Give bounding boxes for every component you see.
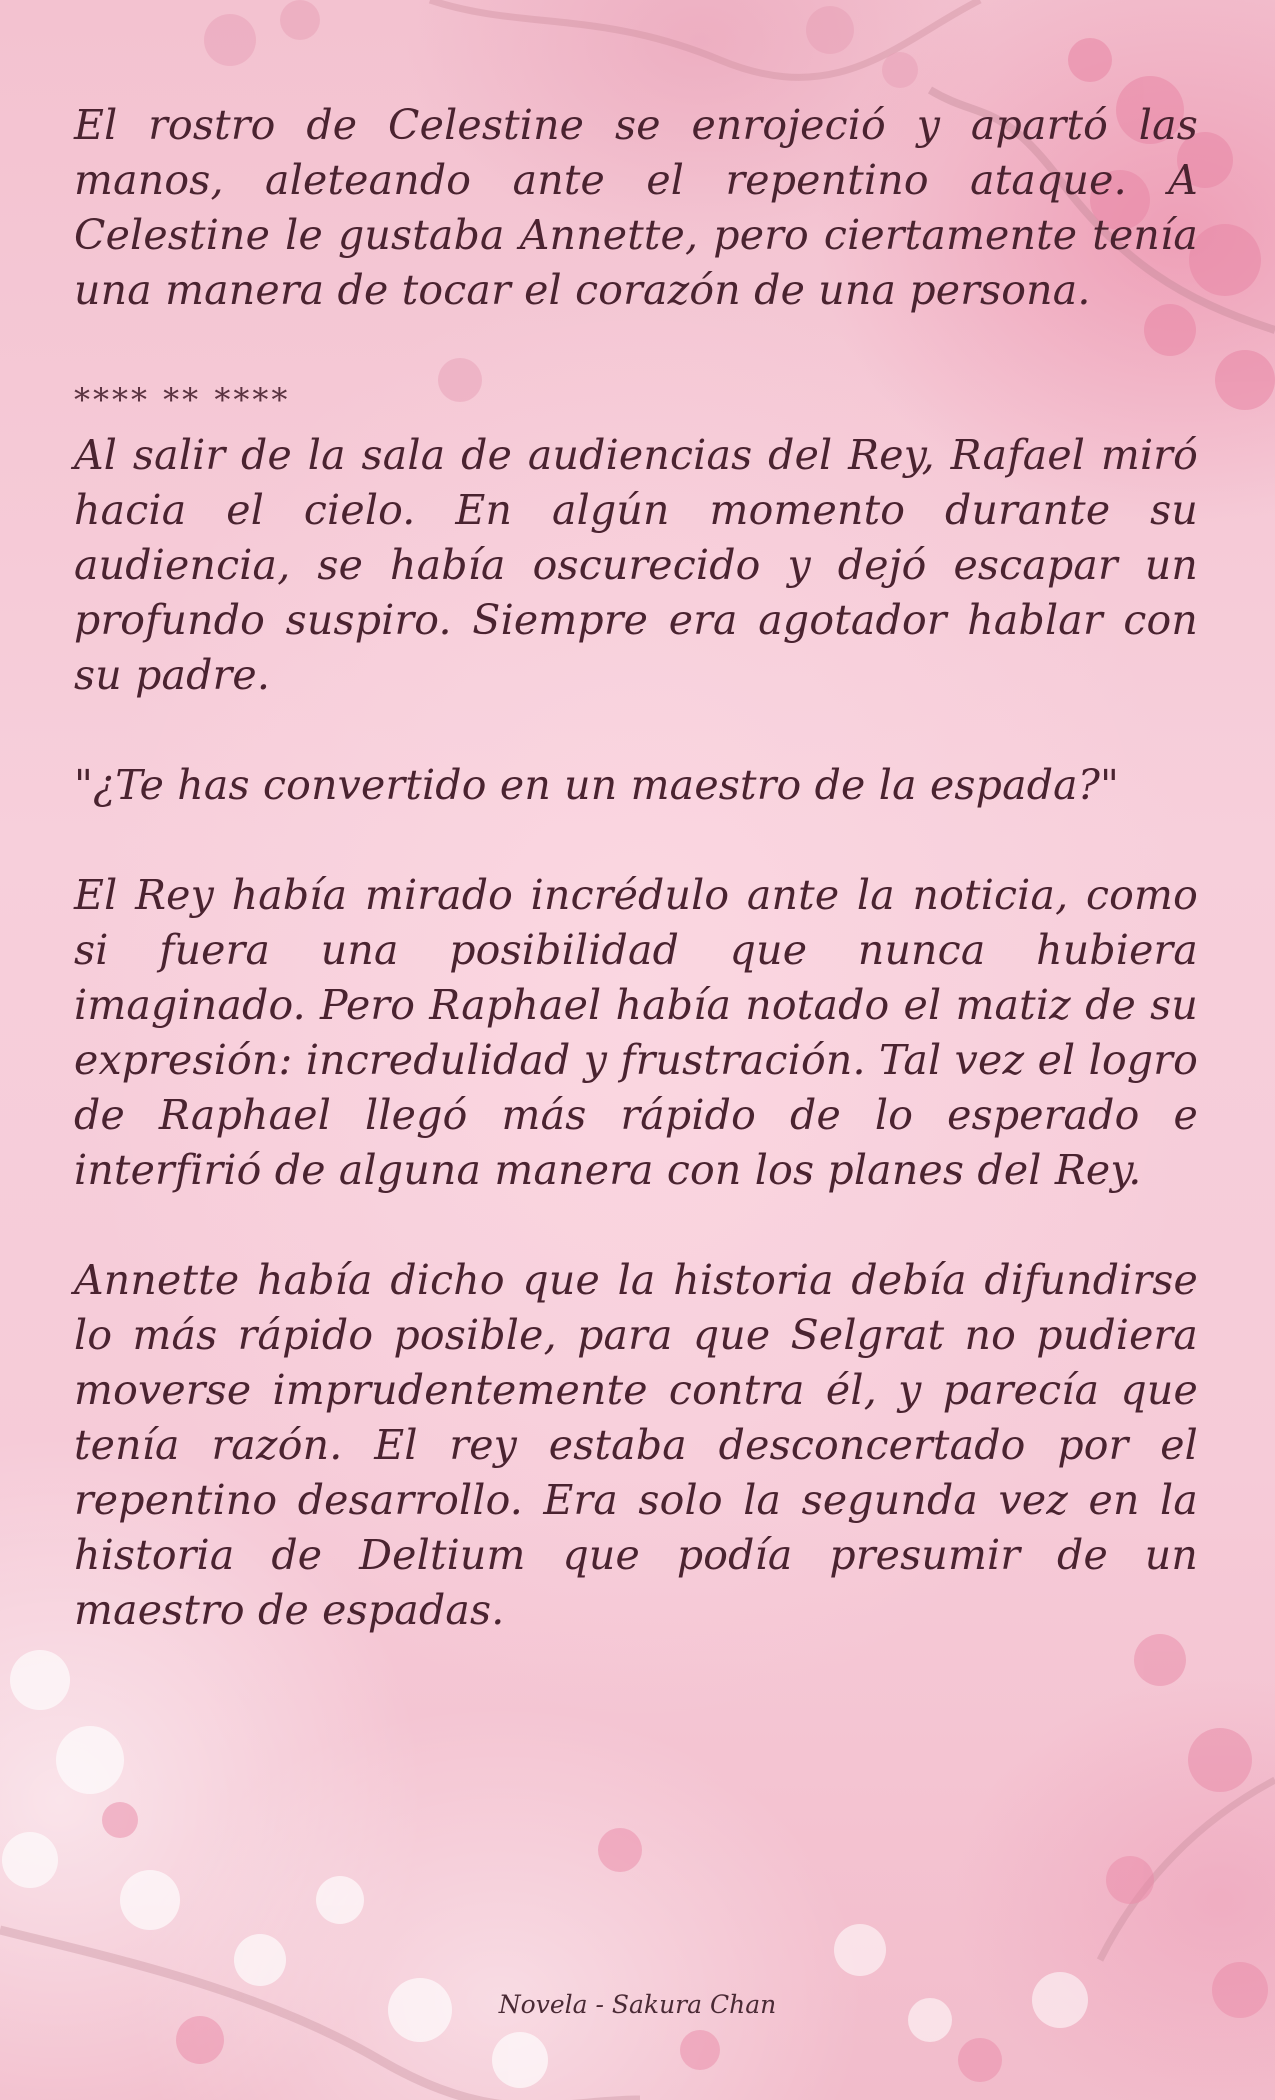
story-text [74, 98, 1198, 1693]
paragraph-4: El Rey había mirado incrédulo ante la noticia, como si fuera una posibilidad que nunca hubiera imaginado. Pero Raphael había notado el matiz de su expresión: incredulidad y frustración. Tal vez el logro de Raphael llegó más rápido de lo esperado e interfirió de alguna manera con los planes del Rey. [74, 871, 1198, 1194]
footer-credit: Novela - Sakura Chan [498, 1990, 777, 2019]
paragraph-2: Al salir de la sala de audiencias del Rey, Rafael miró hacia el cielo. En algún momento durante su audiencia, se había oscurecido y dejó escapar un profundo suspiro. Siempre era agotador hablar con su padre. [74, 431, 1198, 699]
paragraph-5: Annette había dicho que la historia debía difundirse lo más rápido posible, para que Selgrat no pudiera moverse imprudentemente contra él, y parecía que tenía razón. El rey estaba desconcertado por el repentino desarrollo. Era solo la segunda vez en la historia de Deltium que podía presumir de un maestro de espadas. [74, 1256, 1198, 1634]
paragraph-3: "¿Te has convertido en un maestro de la espada?" [74, 761, 1120, 809]
scene-separator: **** ** **** [74, 381, 291, 419]
paragraph-1: El rostro de Celestine se enrojeció y apartó las manos, aleteando ante el repentino ataque. A Celestine le gustaba Annette, pero ciertamente tenía una manera de tocar el corazón de una persona. [74, 101, 1198, 314]
blossom-cluster-bottom-left [2, 1650, 548, 2088]
blossom-cluster-bottom-white-right [834, 1924, 1088, 2042]
